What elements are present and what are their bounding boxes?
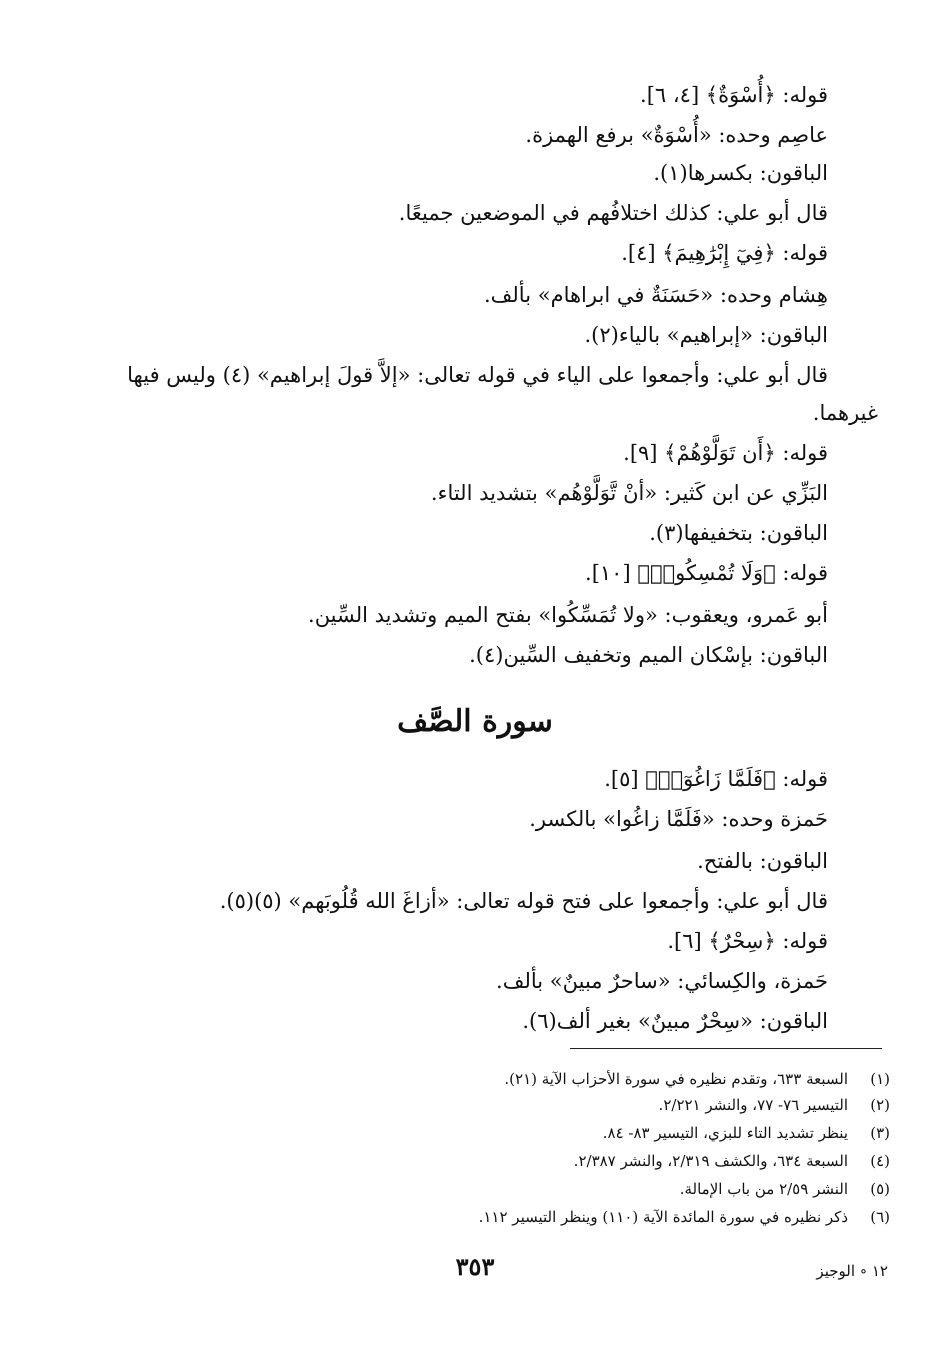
- page-number: ٣٥٣: [455, 1252, 495, 1281]
- footnote-number: (٤): [870, 1152, 890, 1170]
- text-line: البَزِّي عن ابن كَثير: «أنْ تَّوَلَّوْهُم» بتشديد التاء.: [430, 481, 828, 505]
- text-line: الباقون: بكسرها(١).: [653, 161, 828, 185]
- text-line: حَمزة، والكِسائي: «ساحرٌ مبينٌ» بألف.: [496, 969, 828, 993]
- footnote-number: (٥): [870, 1180, 890, 1198]
- text-line: قوله: ﴿سِحْرٌ﴾ [٦].: [667, 929, 828, 953]
- text-line: قوله: ﴿أُسْوَةٌ﴾ [٤، ٦].: [640, 83, 828, 107]
- text-line: هِشام وحده: «حَسَنَةٌ في ابراهام» بألف.: [484, 283, 828, 307]
- footnote-number: (٦): [870, 1208, 890, 1226]
- footnote: [659, 1094, 890, 1116]
- text-line: الباقون: «إبراهيم» بالياء(٢).: [584, 323, 828, 347]
- text-line: الباقون: بالفتح.: [697, 849, 828, 873]
- footnote-text: ينظر تشديد التاء للبزي، التيسير ٨٣- ٨٤.: [602, 1124, 848, 1142]
- text-line: قوله: ﴿فِيٓ إِبْرَٰهِيمَ﴾ [٤].: [621, 241, 828, 265]
- footnote: [479, 1206, 890, 1228]
- footnote: [504, 1068, 890, 1090]
- footnote-number: (٢): [870, 1096, 890, 1114]
- text-line: قوله: ﴿أَن تَوَلَّوْهُمْ﴾ [٩].: [623, 441, 828, 465]
- text-line: الباقون: «سِحْرٌ مبينٌ» بغير ألف(٦).: [522, 1009, 828, 1033]
- footnote-number: (٣): [870, 1124, 890, 1142]
- text-line: قال أبو علي: وأجمعوا على فتح قوله تعالى: «أزاغَ الله قُلُوبَهم» (٥)(٥).: [219, 889, 828, 913]
- surah-heading: سورة الصَّف: [397, 704, 553, 739]
- text-line: قوله: ﴿فَلَمَّا زَاغُوٓا۟﴾ [٥].: [604, 767, 828, 791]
- text-line: الباقون: بإسْكان الميم وتخفيف السِّين(٤).: [469, 643, 828, 667]
- text-line: قوله: ﴿وَلَا تُمْسِكُوا۟﴾ [١٠].: [585, 561, 828, 585]
- footnote-text: النشر ٢/٥٩ من باب الإمالة.: [679, 1180, 848, 1198]
- text-line: قال أبو علي: وأجمعوا على الياء في قوله تعالى: «إلاَّ قولَ إبراهيم» (٤) وليس فيها: [127, 363, 828, 387]
- text-line: أبو عَمرو، ويعقوب: «ولا تُمَسِّكُوا» بفتح الميم وتشديد السِّين.: [308, 603, 828, 627]
- text-line: حَمزة وحده: «فَلَمَّا زاغُوا» بالكسر.: [529, 807, 828, 831]
- text-line: غيرهما.: [812, 401, 878, 425]
- text-line: الباقون: بتخفيفها(٣).: [649, 521, 828, 545]
- book-signature: ١٢ ∘ الوجيز: [816, 1262, 888, 1280]
- footnote-number: (١): [870, 1070, 890, 1088]
- footnote: [603, 1122, 890, 1144]
- footnote-text: السبعة ٦٣٤، والكشف ٢/٣١٩، والنشر ٢/٣٨٧.: [573, 1152, 848, 1170]
- footnote: [574, 1150, 890, 1172]
- footnote-divider: [570, 1048, 882, 1049]
- text-line: عاصِم وحده: «أُسْوَةٌ» برفع الهمزة.: [525, 123, 828, 147]
- footnote-text: التيسير ٧٦- ٧٧، والنشر ٢/٢٢١.: [658, 1096, 848, 1114]
- footnote: [680, 1178, 890, 1200]
- footnote-text: ذكر نظيره في سورة المائدة الآية (١١٠) وينظر التيسير ١١٢.: [478, 1208, 848, 1226]
- text-line: قال أبو علي: كذلك اختلافُهم في الموضعين جميعًا.: [398, 201, 828, 225]
- footnote-text: السبعة ٦٣٣، وتقدم نظيره في سورة الأحزاب الآية (٢١).: [504, 1070, 848, 1088]
